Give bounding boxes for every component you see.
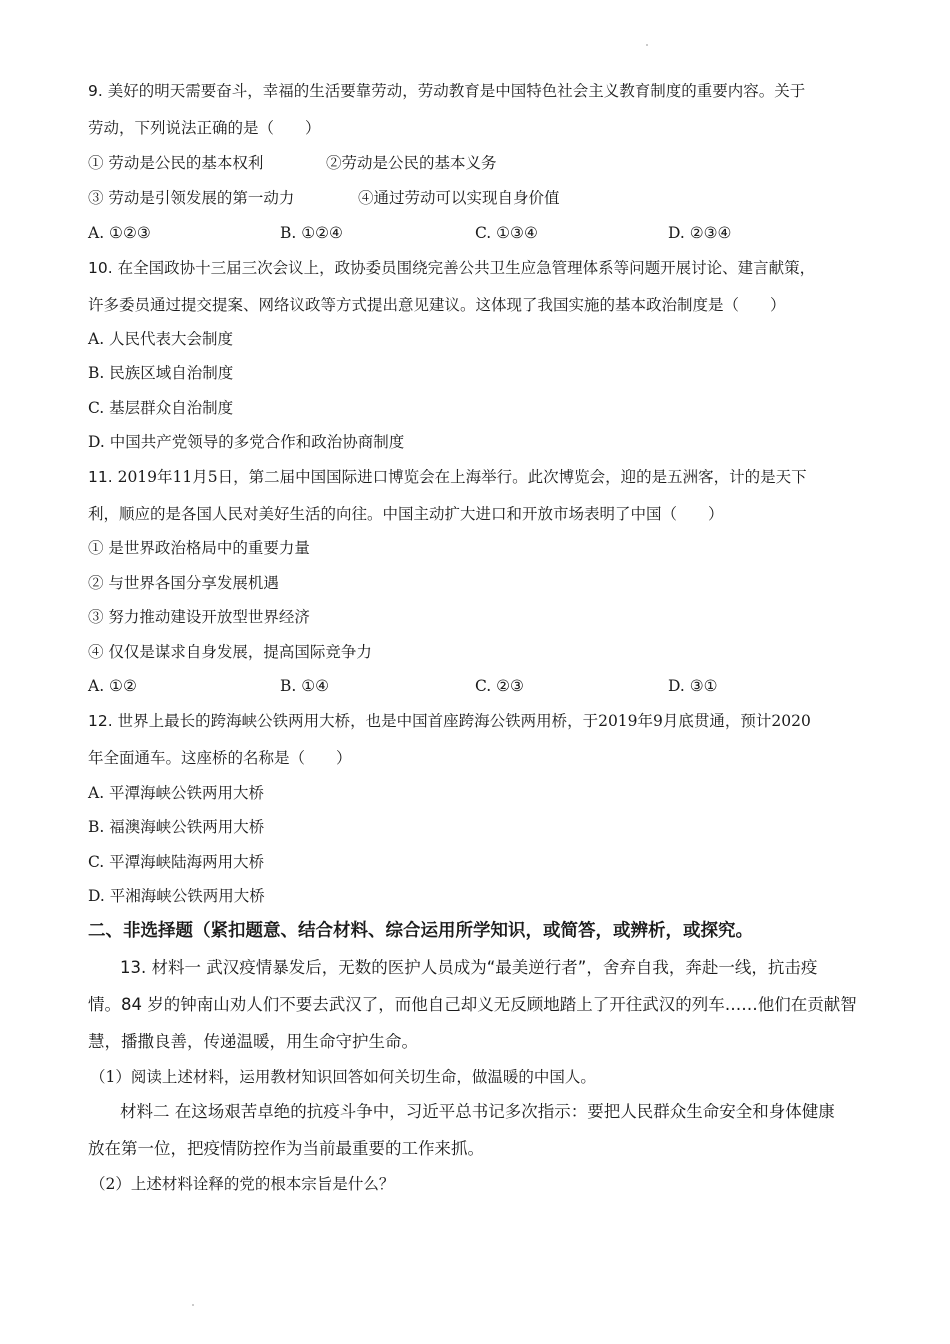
q12-stem-line1: 12. 世界上最长的跨海峡公铁两用大桥，也是中国首座跨海公铁两用桥，于2019年9月底贯通，预计2020 [88, 712, 811, 730]
q9-stem-line2: 劳动，下列说法正确的是（ ） [88, 119, 321, 137]
scan-dot-bottom [192, 1304, 194, 1306]
q10-option-a: A. 人民代表大会制度 [88, 330, 234, 348]
q13-subquestion-2: （2）上述材料诠释的党的根本宗旨是什么？ [90, 1175, 395, 1193]
section-heading: 二、非选择题（紧扣题意、结合材料、综合运用所学知识，或简答，或辨析，或探究。 [88, 921, 753, 941]
q11-option-c: C. ②③ [475, 677, 524, 695]
q12-number: 12. [88, 712, 113, 730]
q12-option-a: A. 平潭海峡公铁两用大桥 [88, 784, 265, 802]
q9-item-3: ③ 劳动是引领发展的第一动力 [88, 189, 295, 207]
q10-number: 10. [88, 259, 113, 277]
q11-number: 11. [88, 468, 113, 486]
q12-option-b: B. 福澳海峡公铁两用大桥 [88, 818, 265, 836]
q9-option-c: C. ①③④ [475, 224, 538, 242]
q12-stem-line2: 年全面通车。这座桥的名称是（ ） [88, 749, 352, 767]
q11-stem-line1: 11. 2019年11月5日，第二届中国国际进口博览会在上海举行。此次博览会，迎的是五洲客，计的是天下 [88, 468, 807, 486]
q11-option-b: B. ①④ [280, 677, 330, 695]
q11-option-d: D. ③① [668, 677, 718, 695]
q12-option-c: C. 平潭海峡陆海两用大桥 [88, 853, 265, 871]
q11-item-1: ① 是世界政治格局中的重要力量 [88, 539, 310, 557]
q13-material1-line3: 慧，播撒良善，传递温暖，用生命守护生命。 [88, 1032, 418, 1051]
q11-stem-line2: 利，顺应的是各国人民对美好生活的向往。中国主动扩大进口和开放市场表明了中国（ ） [88, 505, 724, 523]
q9-item-4: ④通过劳动可以实现自身价值 [358, 189, 560, 207]
q13-material2-line2: 放在第一位，把疫情防控作为当前最重要的工作来抓。 [88, 1139, 484, 1158]
q13-material1-line2: 情。84 岁的钟南山劝人们不要去武汉了，而他自己却义无反顾地踏上了开往武汉的列车……他们在贡献智 [88, 995, 857, 1014]
q13-subquestion-1: （1）阅读上述材料，运用教材知识回答如何关切生命，做温暖的中国人。 [90, 1068, 596, 1086]
q10-stem-line1: 10. 在全国政协十三届三次会议上，政协委员围绕完善公共卫生应急管理体系等问题开展讨论、建言献策， [88, 259, 816, 277]
q10-stem-line2: 许多委员通过提交提案、网络议政等方式提出意见建议。这体现了我国实施的基本政治制度是（ ） [88, 296, 786, 314]
q11-item-2: ② 与世界各国分享发展机遇 [88, 574, 279, 592]
q9-option-a: A. ①②③ [88, 224, 151, 242]
q11-item-3: ③ 努力推动建设开放型世界经济 [88, 608, 310, 626]
q12-option-d: D. 平湘海峡公铁两用大桥 [88, 887, 265, 905]
q9-option-b: B. ①②④ [280, 224, 343, 242]
q9-option-d: D. ②③④ [668, 224, 732, 242]
q9-number: 9. [88, 82, 103, 100]
q9-item-2: ②劳动是公民的基本义务 [326, 154, 497, 172]
q10-option-c: C. 基层群众自治制度 [88, 399, 234, 417]
q10-option-d: D. 中国共产党领导的多党合作和政治协商制度 [88, 433, 405, 451]
q13-material2-line1: 材料二 在这场艰苦卓绝的抗疫斗争中，习近平总书记多次指示：要把人民群众生命安全和身体健康 [120, 1102, 835, 1121]
q11-item-4: ④ 仅仅是谋求自身发展，提高国际竞争力 [88, 643, 372, 661]
q9-stem-line1: 9. 美好的明天需要奋斗，幸福的生活要靠劳动，劳动教育是中国特色社会主义教育制度的重要内容。关于 [88, 82, 806, 100]
q13-material1-line1: 13. 材料一 武汉疫情暴发后，无数的医护人员成为“最美逆行者”，舍弃自我，奔赴一线，抗击疫 [120, 958, 818, 977]
q11-option-a: A. ①② [88, 677, 137, 695]
q9-item-1: ① 劳动是公民的基本权利 [88, 154, 264, 172]
scan-dot-top [646, 44, 648, 46]
q10-option-b: B. 民族区域自治制度 [88, 364, 234, 382]
